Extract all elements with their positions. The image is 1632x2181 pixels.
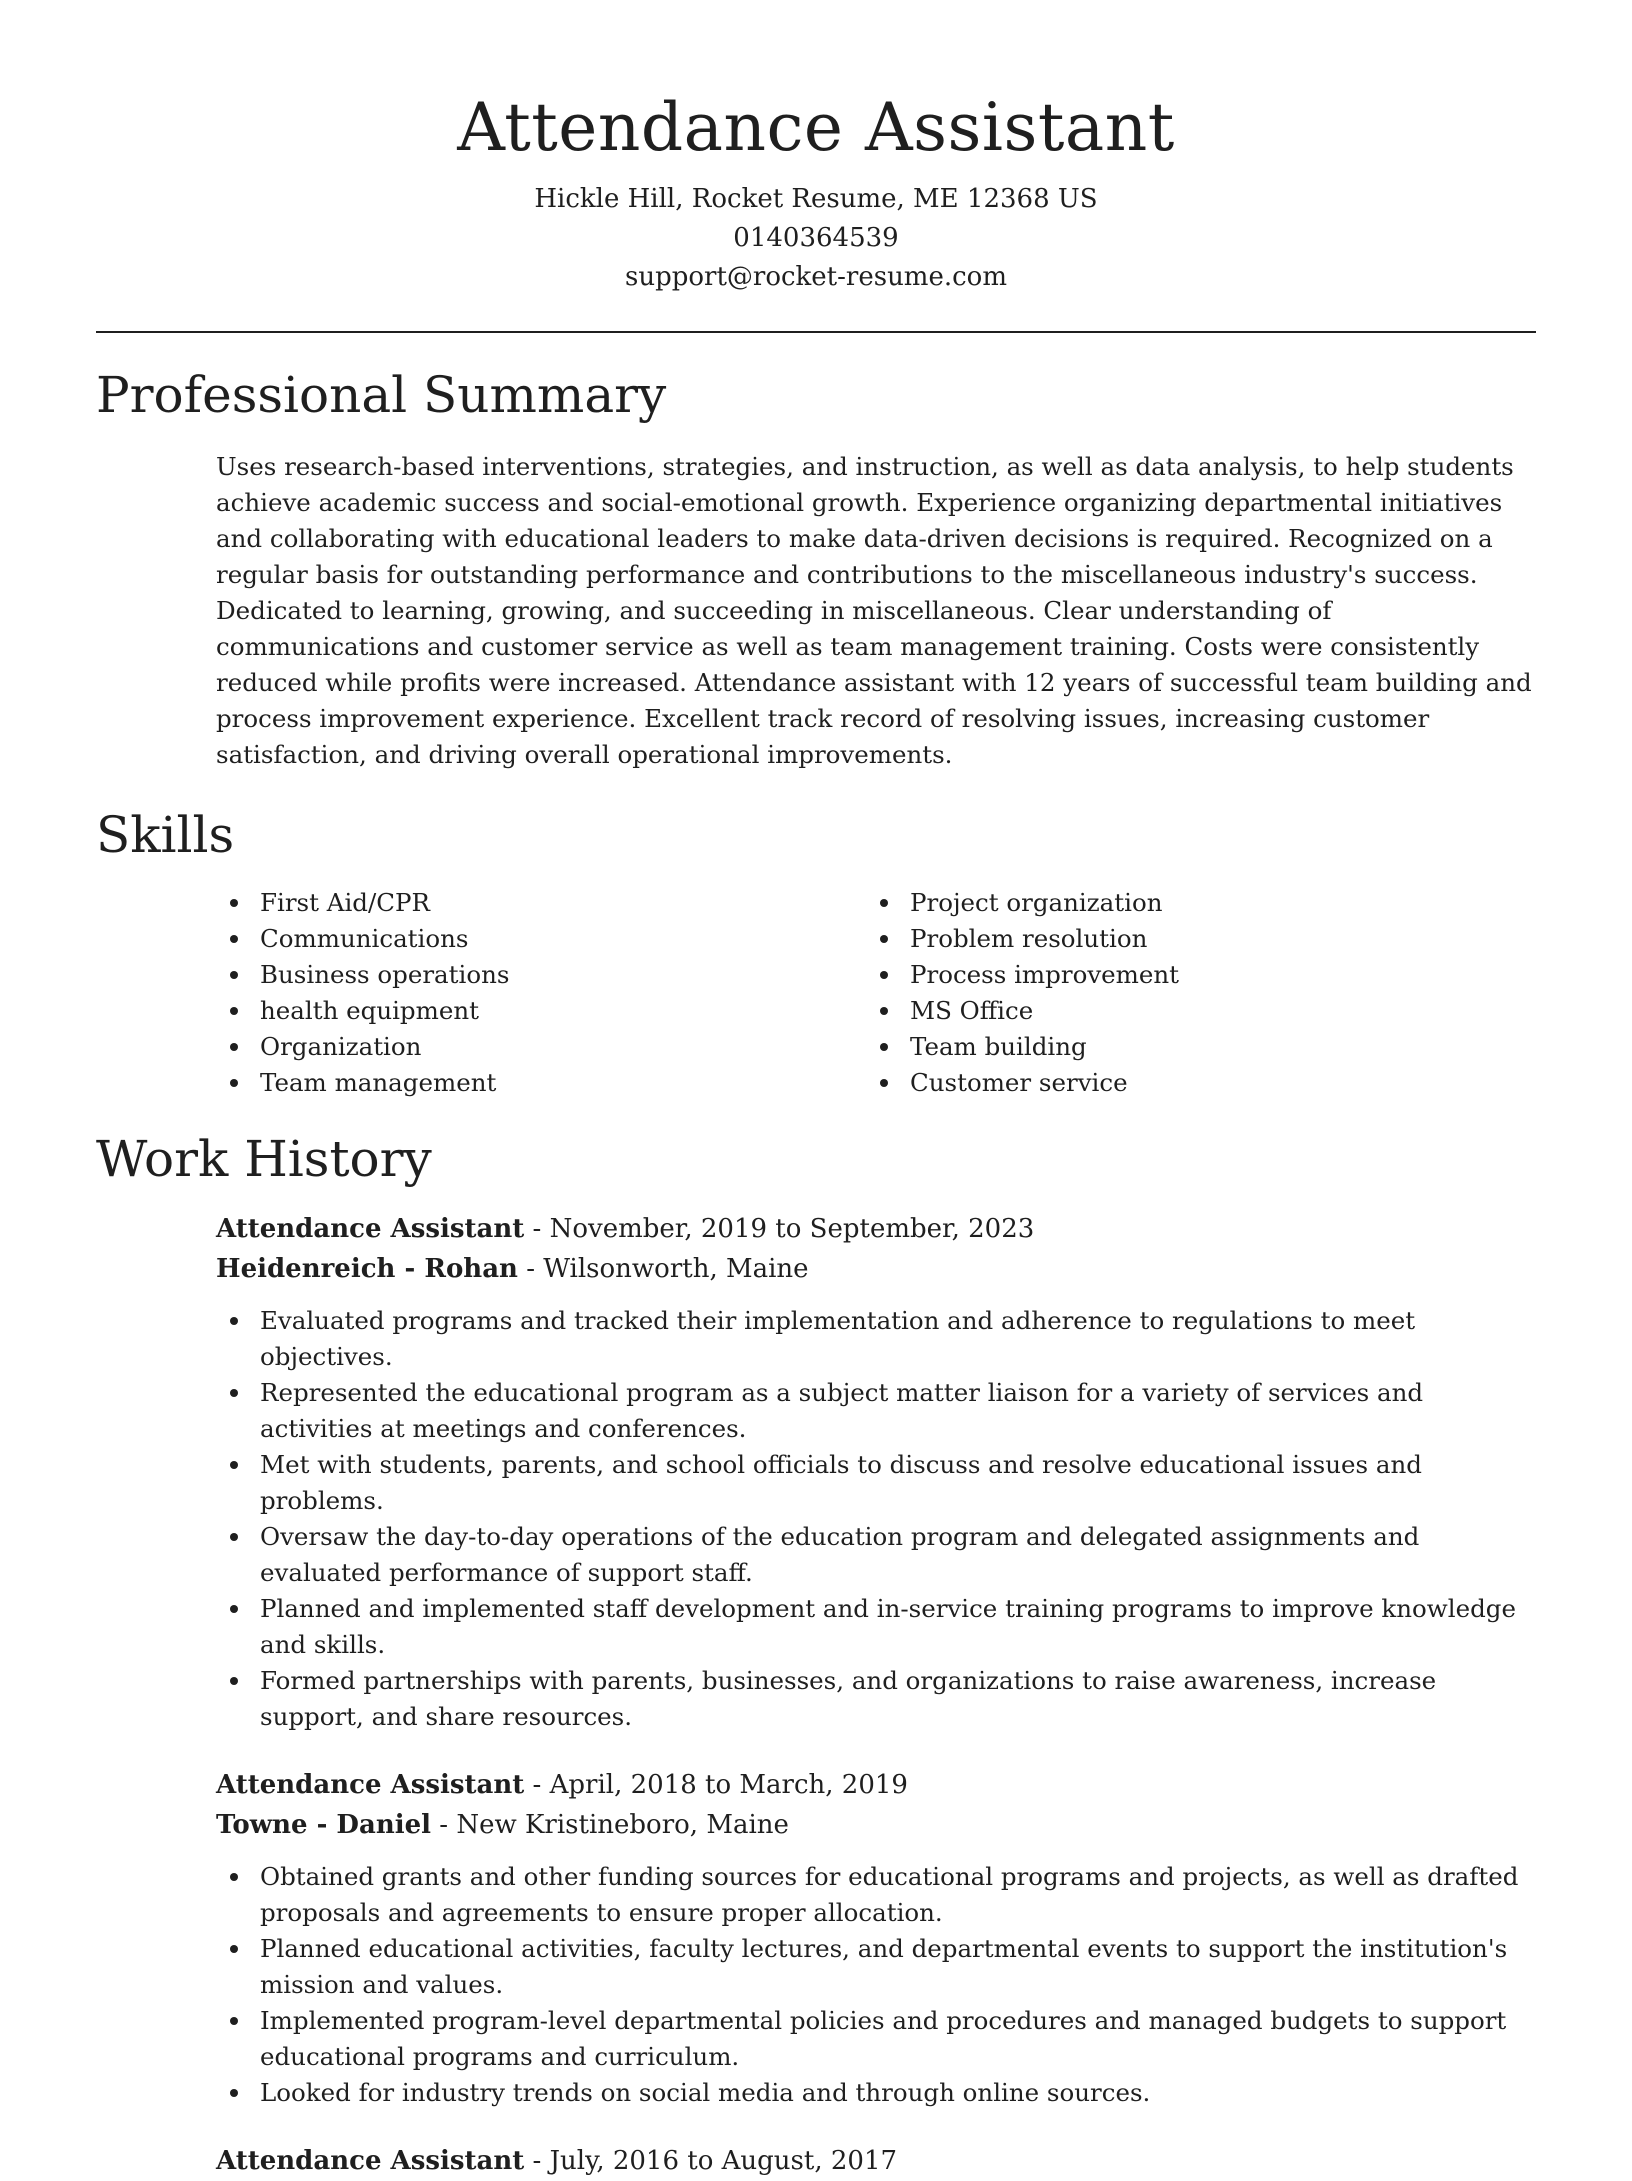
list-item: Organization bbox=[216, 1029, 866, 1065]
list-item: Planned and implemented staff development and in-service training programs to improve knowledge and skills. bbox=[216, 1591, 1536, 1663]
list-item: Customer service bbox=[866, 1065, 1516, 1101]
list-item: Process improvement bbox=[866, 957, 1516, 993]
job-company-line bbox=[216, 1805, 1536, 1845]
list-item: Team building bbox=[866, 1029, 1516, 1065]
job-title-line bbox=[216, 1209, 1536, 1249]
skills-column-left bbox=[216, 885, 866, 1101]
phone: 0140364539 bbox=[733, 223, 899, 253]
list-item: Communications bbox=[216, 921, 866, 957]
list-item: Project organization bbox=[866, 885, 1516, 921]
list-item: Looked for industry trends on social media and through online sources. bbox=[216, 2075, 1536, 2111]
skills-list bbox=[216, 885, 1536, 1101]
list-item: Represented the educational program as a subject matter liaison for a variety of services and activities at meetings and conferences. bbox=[216, 1375, 1536, 1447]
job-location: - Wilsonworth, Maine bbox=[517, 1254, 809, 1284]
email: support@rocket-resume.com bbox=[624, 262, 1007, 292]
job-entry bbox=[216, 1209, 1536, 1735]
resume-page bbox=[96, 0, 1536, 2176]
list-item: Problem resolution bbox=[866, 921, 1516, 957]
list-item: Oversaw the day-to-day operations of the education program and delegated assignments and evaluated performance of support staff. bbox=[216, 1519, 1536, 1591]
list-item: Obtained grants and other funding sources for educational programs and projects, as well as drafted proposals and agreements to ensure proper allocation. bbox=[216, 1859, 1536, 1931]
summary-heading: Professional Summary bbox=[96, 366, 667, 424]
list-item: health equipment bbox=[216, 993, 866, 1029]
skills-column-right bbox=[866, 885, 1516, 1101]
list-item: Implemented program-level departmental policies and procedures and managed budgets to support educational programs and curriculum. bbox=[216, 2003, 1536, 2075]
resume-header bbox=[96, 0, 1536, 297]
skills-heading: Skills bbox=[96, 806, 235, 864]
job-title: Attendance Assistant bbox=[216, 1214, 525, 1244]
job-company: Towne - Daniel bbox=[216, 1810, 432, 1840]
job-company-line bbox=[216, 1249, 1536, 1289]
list-item: Formed partnerships with parents, businesses, and organizations to raise awareness, increase support, and share resources. bbox=[216, 1663, 1536, 1735]
job-bullets bbox=[216, 1859, 1536, 2111]
job-title-line bbox=[216, 1765, 1536, 1805]
list-item: Business operations bbox=[216, 957, 866, 993]
candidate-name: Attendance Assistant bbox=[457, 89, 1175, 166]
job-title: Attendance Assistant bbox=[216, 1770, 525, 1800]
job-entry bbox=[216, 2141, 1536, 2181]
list-item: Evaluated programs and tracked their implementation and adherence to regulations to meet objectives. bbox=[216, 1303, 1536, 1375]
summary-text: Uses research-based interventions, strategies, and instruction, as well as data analysis, to help students achieve academic success and social-emotional growth. Experience organizing departmental initiatives and collaborating with educational leaders to make data-driven decisions is required. Recognized on a regular basis for outstanding performance and contributions to the miscellaneous industry's success. Dedicated to learning, growing, and succeeding in miscellaneous. Clear understanding of communications and customer service as well as team management training. Costs were consistently reduced while profits were increased. Attendance assistant with 12 years of successful team building and process improvement experience. Excellent track record of resolving issues, increasing customer satisfaction, and driving overall operational improvements. bbox=[216, 452, 1532, 769]
list-item: First Aid/CPR bbox=[216, 885, 866, 921]
list-item: Team management bbox=[216, 1065, 866, 1101]
job-entry bbox=[216, 1765, 1536, 2111]
header-divider bbox=[96, 331, 1536, 333]
job-dates: - November, 2019 to September, 2023 bbox=[524, 1214, 1035, 1244]
job-company: Heidenreich - Rohan bbox=[216, 1254, 518, 1284]
job-bullets bbox=[216, 1303, 1536, 1735]
job-location: - New Kristineboro, Maine bbox=[431, 1810, 789, 1840]
address: Hickle Hill, Rocket Resume, ME 12368 US bbox=[534, 184, 1098, 214]
list-item: Planned educational activities, faculty lectures, and departmental events to support the institution's mission and values. bbox=[216, 1931, 1536, 2003]
work-history-heading: Work History bbox=[96, 1130, 432, 1188]
list-item: MS Office bbox=[866, 993, 1516, 1029]
job-dates: - July, 2016 to August, 2017 bbox=[524, 2146, 898, 2176]
job-dates: - April, 2018 to March, 2019 bbox=[524, 1770, 908, 1800]
contact-info bbox=[96, 180, 1536, 297]
list-item: Met with students, parents, and school officials to discuss and resolve educational issues and problems. bbox=[216, 1447, 1536, 1519]
job-title: Attendance Assistant bbox=[216, 2146, 525, 2176]
job-title-line bbox=[216, 2141, 1536, 2181]
